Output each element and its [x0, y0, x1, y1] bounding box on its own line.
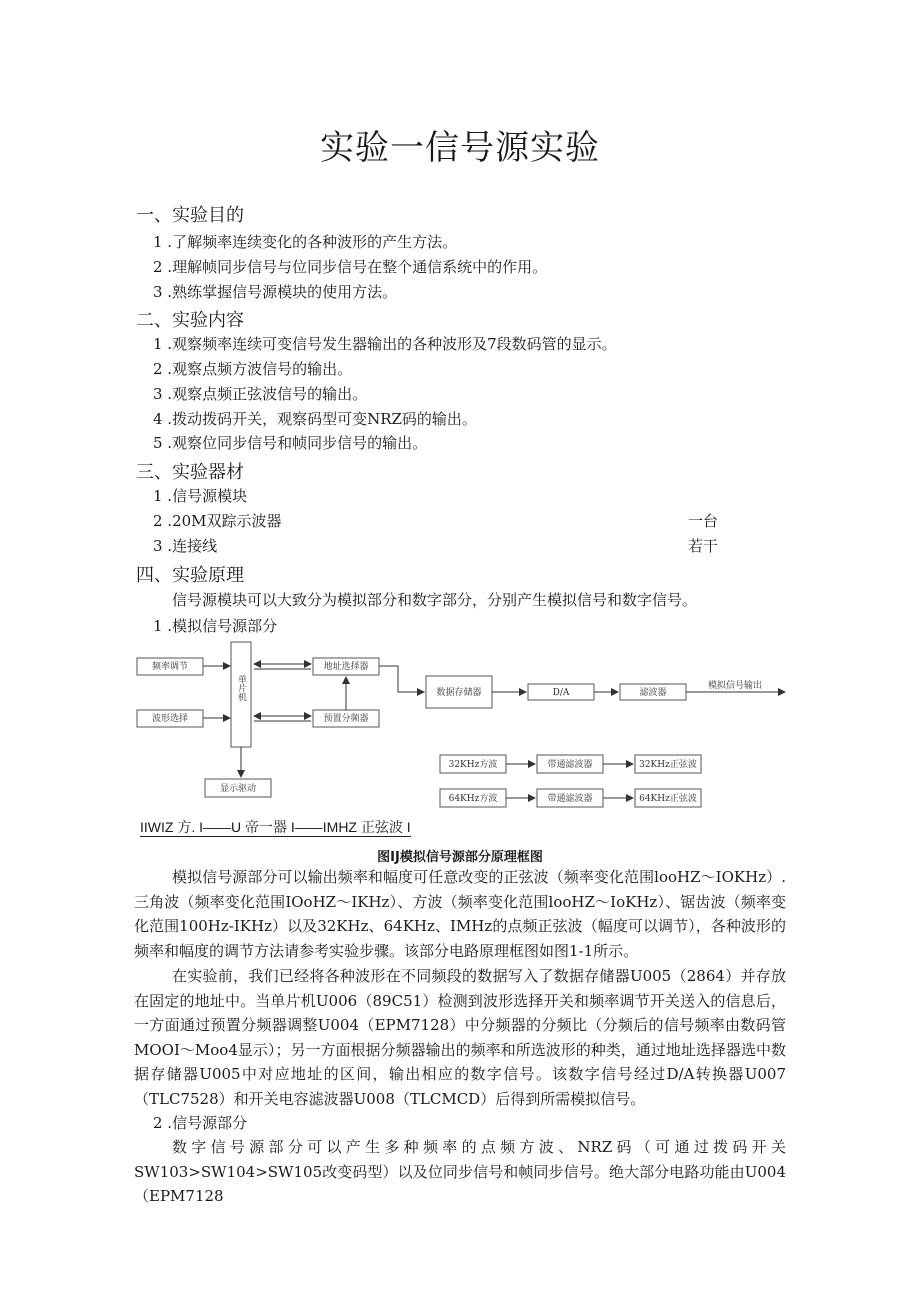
sq64-label: 64KHz方波	[448, 794, 498, 804]
page-title: 实验一信号源实验	[320, 128, 600, 168]
prescaler-label: 预置分频器	[323, 714, 369, 724]
freq-adjust-label: 频率调节	[151, 662, 189, 672]
paragraph: 在实验前，我们已经将各种波形在不同频段的数据写入了数据存储器U005（2864）并存放在固定的地址中。当单片机U006（89C51）检测到波形选择开关和频率调节开关送入的信息后，一方面通过预置分频器调整U004（EPM7128）中分频器的分频比（分频后的信号频率由数码管MOOI～Moo4显示）；另一方面根据分频器输出的频率和所选波形的种类，通过地址选择器选中数据存储器U005中对应地址的区间，输出相应的数字信号。该数字信号经过D/A转换器U007（TLC7528）和开关电容滤波器U008（TLCMCD）后得到所需模拟信号。	[134, 967, 786, 1108]
list-item: 4 .拨动拨码开关，观察码型可变NRZ码的输出。	[153, 410, 477, 428]
mcu-label: 单片机	[236, 674, 246, 702]
list-item: 3 .连接线	[153, 537, 218, 555]
section-heading-content: 二、实验内容	[136, 310, 244, 331]
wave-select-label: 波形选择	[151, 714, 189, 724]
quantity-label: 一台	[688, 512, 719, 530]
bp1-label: 带通滤波器	[547, 760, 593, 770]
subsection-heading: 1 .模拟信号源部分	[153, 617, 278, 635]
da-label: D/A	[552, 688, 570, 698]
data-store-label: 数据存储器	[436, 688, 482, 698]
subsection-heading: 2 .信号源部分	[153, 1114, 248, 1132]
analog-out-label: 模拟信号输出	[708, 681, 763, 691]
paragraph: 模拟信号源部分可以输出频率和幅度可任意改变的正弦波（频率变化范围looHZ～IOKHz）.三角波（频率变化范围IOoHZ～IKHz）、方波（频率变化范围looHZ～IoKHz）、锯齿波（频率变化范围100Hz-IKHz）以及32KHz、64KHz、IMHz的点频正弦波（幅度可以调节），各种波形的频率和幅度的调节方法请参考实验步骤。该部分电路原理框图如图1-1所示。	[134, 868, 786, 960]
list-item: 2 .观察点频方波信号的输出。	[153, 360, 353, 378]
list-item: 2 .20M双踪示波器	[153, 512, 282, 530]
block-diagram	[130, 638, 800, 818]
section-heading-purpose: 一、实验目的	[136, 205, 244, 226]
section-heading-equipment: 三、实验器材	[136, 462, 244, 483]
quantity-label: 若干	[688, 537, 719, 555]
list-item: 1 .了解频率连续变化的各种波形的产生方法。	[153, 233, 458, 251]
list-item: 1 .观察频率连续可变信号发生器输出的各种波形及7段数码管的显示。	[153, 335, 617, 353]
addr-select-label: 地址选择器	[323, 662, 369, 672]
section-heading-principle: 四、实验原理	[136, 565, 244, 586]
sin32-label: 32KHz正弦波	[639, 760, 697, 770]
filter-label: 滤波器	[639, 688, 667, 698]
list-item: 3 .熟练掌握信号源模块的使用方法。	[153, 283, 398, 301]
paragraph: 数字信号源部分可以产生多种频率的点频方波、NRZ码（可通过拨码开关SW103>SW104>SW105改变码型）以及位同步信号和帧同步信号。绝大部分电路功能由U004（EPM7128	[134, 1138, 786, 1206]
figure-garbled-line	[140, 817, 411, 837]
list-item: 2 .理解帧同步信号与位同步信号在整个通信系统中的作用。	[153, 258, 548, 276]
figure-garbled-text: IIWIZ 方. I——U 帝一器 I——IMHZ 正弦波 I	[140, 819, 411, 835]
display-drive-label: 显示驱动	[219, 784, 257, 794]
list-item: 5 .观察位同步信号和帧同步信号的输出。	[153, 434, 428, 452]
list-item: 3 .观察点频正弦波信号的输出。	[153, 385, 368, 403]
figure-caption: 图IJ模拟信号源部分原理框图	[377, 850, 543, 865]
bp2-label: 带通滤波器	[547, 794, 593, 804]
intro-paragraph: 信号源模块可以大致分为模拟部分和数字部分，分别产生模拟信号和数字信号。	[172, 591, 698, 609]
list-item: 1 .信号源模块	[153, 487, 248, 505]
sin64-label: 64KHz正弦波	[639, 794, 697, 804]
sq32-label: 32KHz方波	[448, 760, 498, 770]
